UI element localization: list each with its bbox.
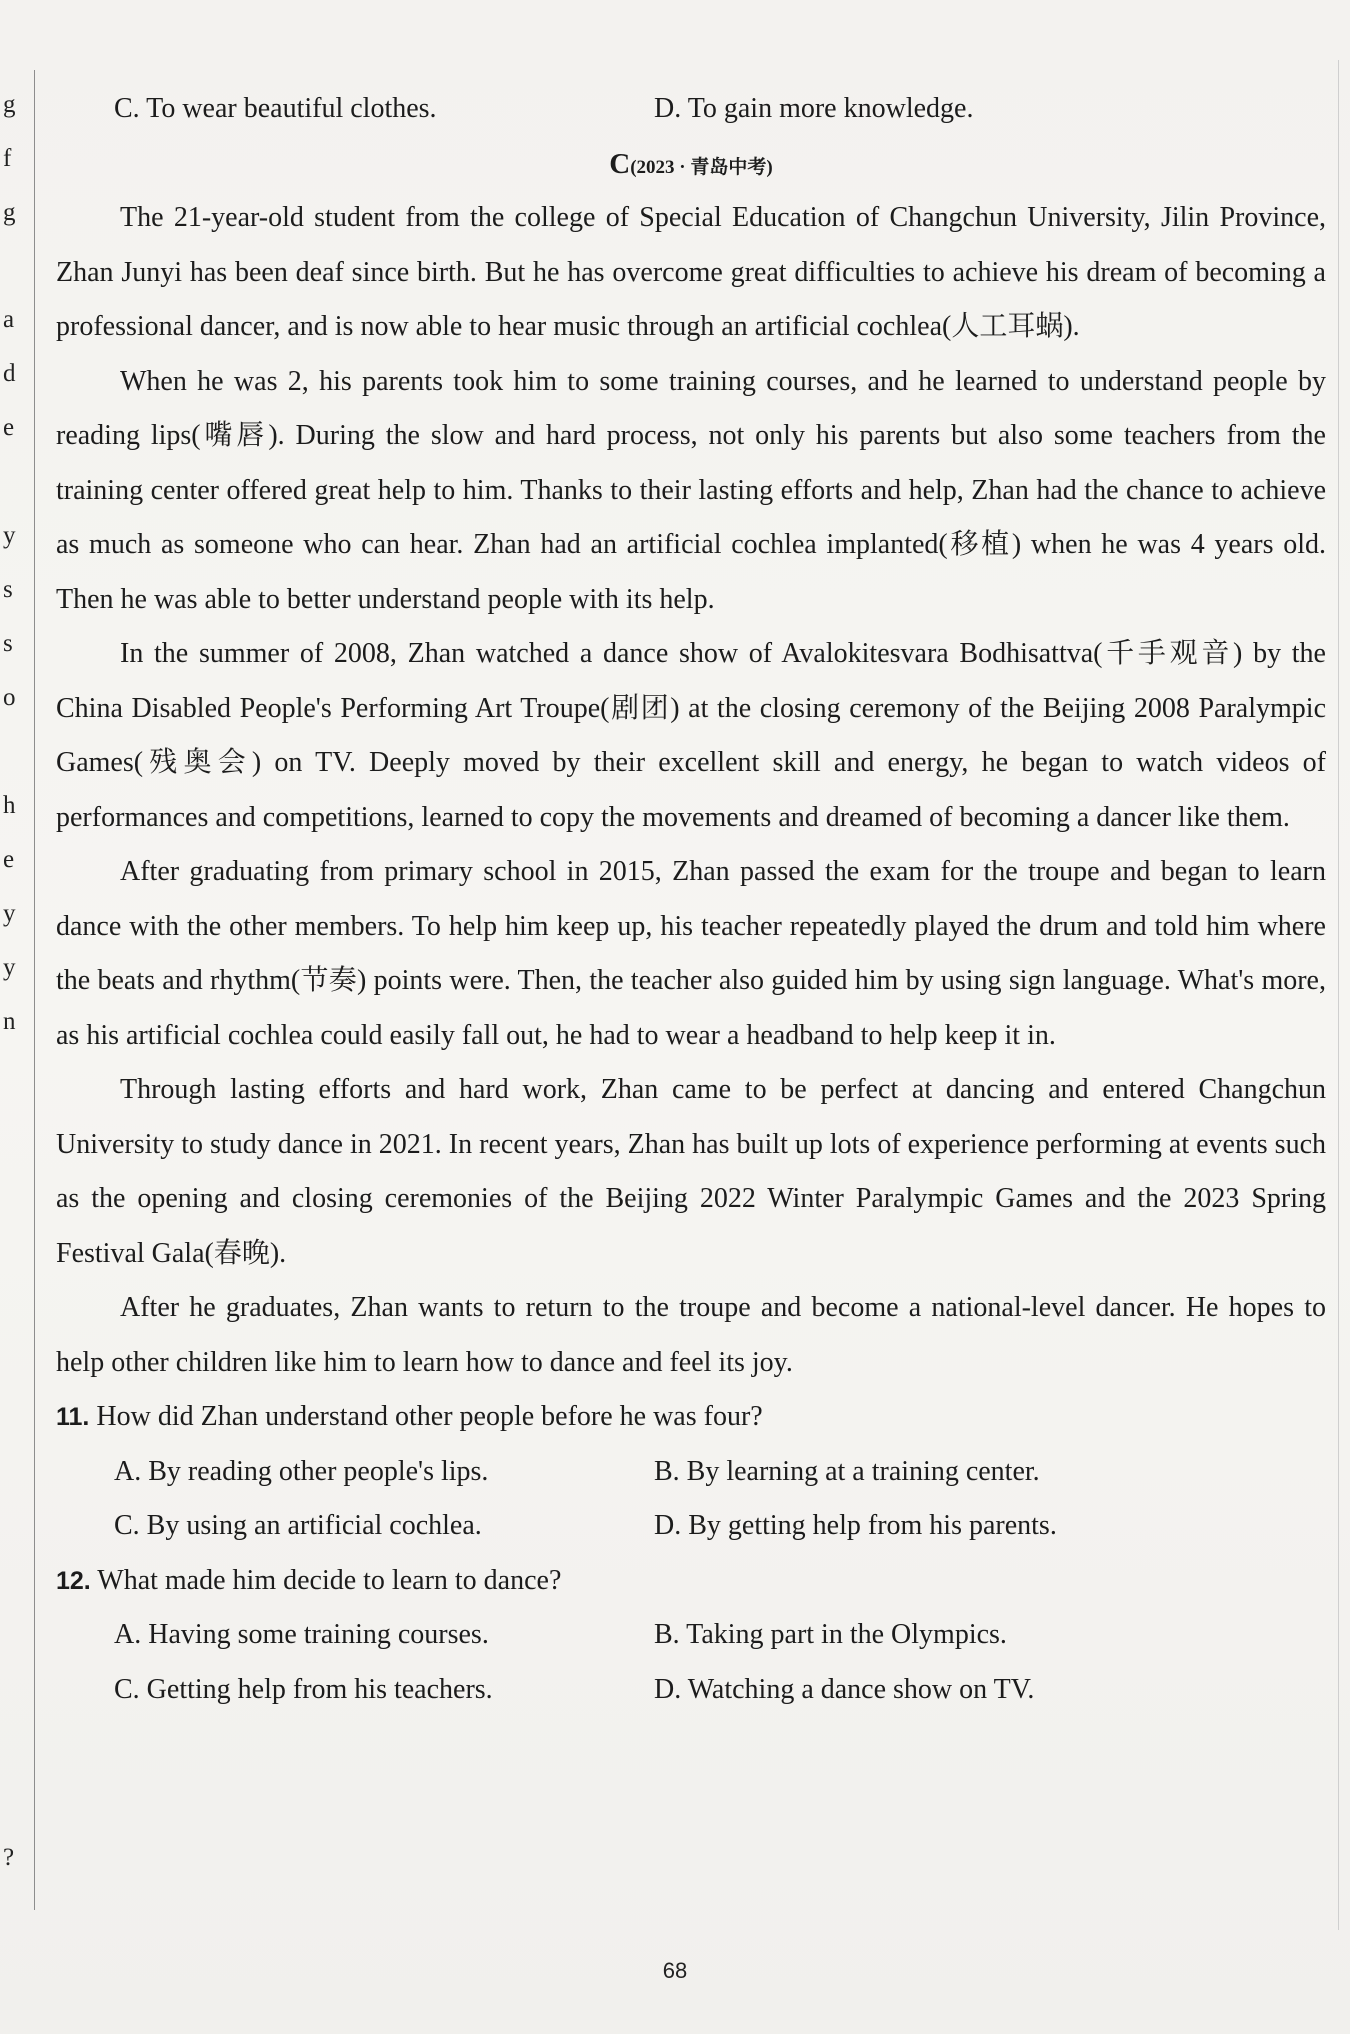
question-stem — [56, 1390, 1326, 1445]
gutter-letter: o — [3, 684, 16, 711]
gutter-letter: n — [3, 1008, 16, 1035]
answer-option: B. Taking part in the Olympics. — [654, 1619, 1007, 1650]
gutter-letter: h — [3, 792, 16, 819]
answer-options-row — [56, 1499, 1326, 1554]
question-text: How did Zhan understand other people before he was four? — [96, 1401, 763, 1432]
gutter-letter: d — [3, 360, 16, 387]
option-c: C. To wear beautiful clothes. — [114, 93, 437, 124]
gutter-letter: s — [3, 630, 13, 657]
section-heading — [56, 137, 1326, 192]
answer-option: A. Having some training courses. — [114, 1619, 489, 1650]
right-edge-line — [1338, 60, 1339, 1930]
question-number: 12. — [56, 1566, 91, 1595]
gutter-letter: g — [3, 91, 16, 118]
gutter-letter: y — [3, 900, 16, 927]
answer-options-row — [56, 1445, 1326, 1500]
gutter-letter: e — [3, 846, 15, 873]
question-text: What made him decide to learn to dance? — [97, 1564, 562, 1596]
option-d: D. To gain more knowledge. — [654, 93, 974, 124]
answer-options-row — [56, 1663, 1326, 1718]
answer-option: B. By learning at a training center. — [654, 1455, 1040, 1487]
answer-option: D. Watching a dance show on TV. — [654, 1673, 1035, 1705]
gutter-letter: y — [3, 954, 16, 981]
gutter-letter: f — [3, 145, 12, 172]
page-number: 68 — [662, 1958, 688, 1983]
section-source: (2023 · 青岛中考) — [630, 156, 773, 178]
gutter-letter: e — [3, 414, 15, 441]
answer-option: C. By using an artificial cochlea. — [114, 1510, 482, 1541]
previous-question-options — [56, 82, 1326, 137]
answer-option: C. Getting help from his teachers. — [114, 1673, 493, 1705]
gutter-letter: y — [3, 522, 16, 549]
question-number: 11. — [56, 1403, 90, 1431]
gutter-letter: ? — [3, 1844, 15, 1871]
passage-paragraph: After he graduates, Zhan wants to return to the troupe and become a national-level dancer. He hopes to help other children like him to learn how to dance and feel its joy. — [56, 1292, 1326, 1378]
gutter-divider — [34, 70, 35, 1910]
passage-paragraph: When he was 2, his parents took him to some training courses, and he learned to understand people by reading lips(嘴唇). During the slow and hard process, not only his parents but also some teachers from the training center offered great help to him. Thanks to their lasting efforts and help, Zhan had the chance to achieve as much as someone who can hear. Zhan had an artificial cochlea implanted(移植) when he was 4 years old. Then he was able to better understand people with its help. — [56, 365, 1326, 615]
passage-paragraph: Through lasting efforts and hard work, Zhan came to be perfect at dancing and entered Changchun University to study dance in 2021. In recent years, Zhan has built up lots of experience performing at events such as the opening and closing ceremonies of the Beijing 2022 Winter Paralympic Games and the 2023 Spring Festival Gala(春晚). — [56, 1074, 1326, 1269]
gutter-letter: s — [3, 576, 13, 603]
passage-paragraph: After graduating from primary school in 2015, Zhan passed the exam for the troupe and began to learn dance with the other members. To help him keep up, his teacher repeatedly played the drum and told him where the beats and rhythm(节奏) points were. Then, the teacher also guided him by using sign language. What's more, as his artificial cochlea could easily fall out, he had to wear a headband to help keep it in. — [56, 856, 1326, 1051]
gutter-letter: g — [3, 199, 16, 226]
answer-options-row — [56, 1608, 1326, 1663]
passage-paragraph: The 21-year-old student from the college of Special Education of Changchun University, Jilin Province, Zhan Junyi has been deaf since birth. But he has overcome great difficulties to achieve his dream of becoming a professional dancer, and is now able to hear music through an artificial cochlea(人工耳蜗). — [56, 202, 1326, 342]
page-content — [56, 82, 1326, 1717]
answer-option: A. By reading other people's lips. — [114, 1455, 489, 1487]
section-letter: C — [609, 147, 631, 180]
question-stem — [56, 1554, 1326, 1609]
gutter-letter: a — [3, 306, 15, 333]
passage-paragraph: In the summer of 2008, Zhan watched a dance show of Avalokitesvara Bodhisattva(千手观音) by the China Disabled People's Performing Art Troupe(剧团) at the closing ceremony of the Beijing 2008 Paralympic Games(残奥会) on TV. Deeply moved by their excellent skill and energy, he began to watch videos of performances and competitions, learned to copy the movements and dreamed of becoming a dancer like them. — [56, 638, 1326, 833]
answer-option: D. By getting help from his parents. — [654, 1510, 1057, 1541]
previous-page-gutter — [0, 0, 30, 2034]
